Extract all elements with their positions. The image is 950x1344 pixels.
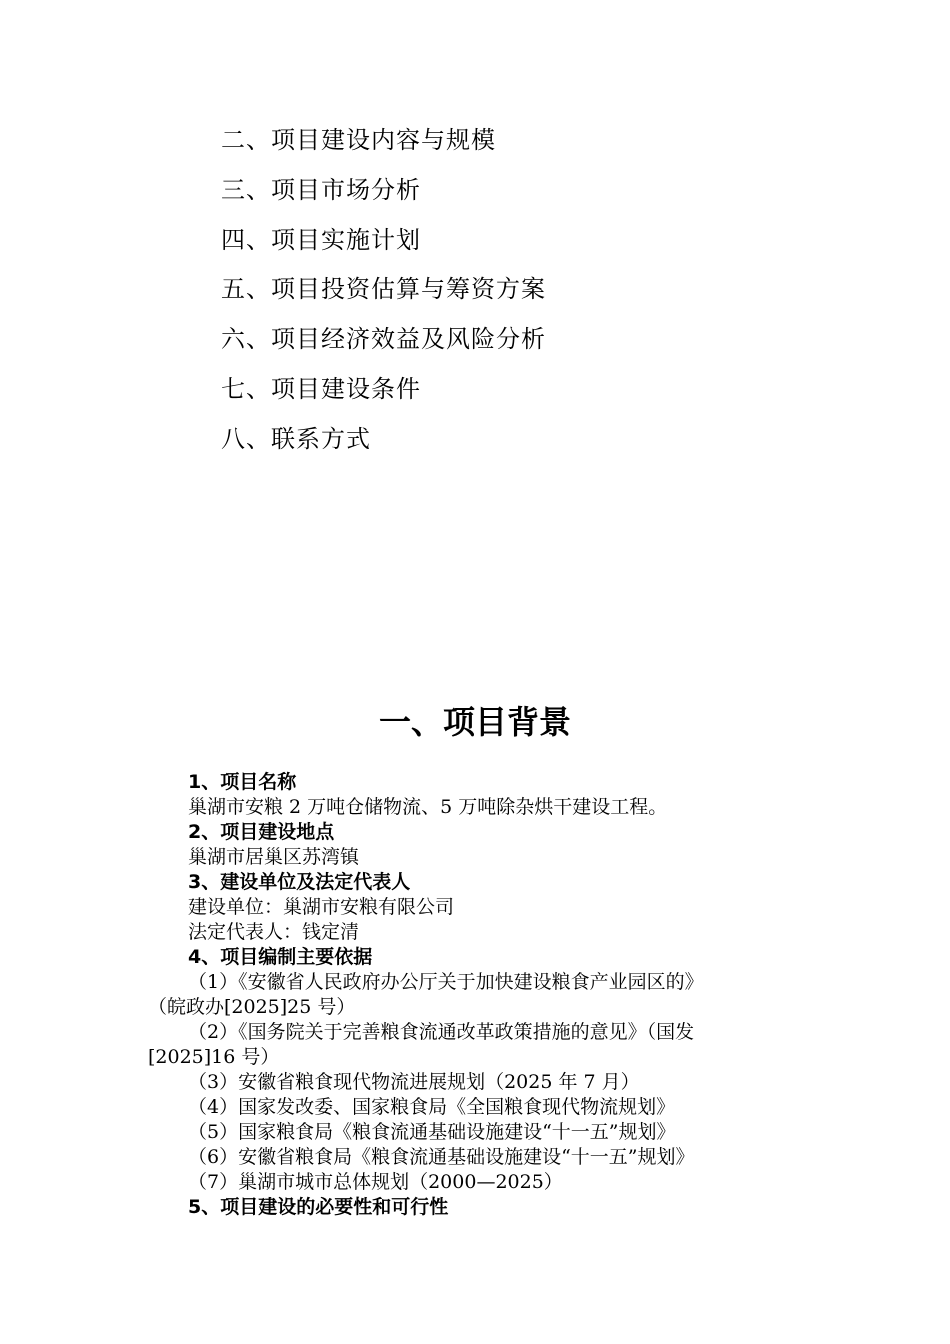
basis-item: （3）安徽省粮食现代物流进展规划（2025 年 7 月） xyxy=(188,1071,640,1093)
basis-item: （4）国家发改委、国家粮食局《全国粮食现代物流规划》 xyxy=(188,1096,676,1118)
basis-item: （2）《国务院关于完善粮食流通改革政策措施的意见》（国发 xyxy=(188,1021,695,1043)
table-of-contents xyxy=(221,128,546,477)
builder-unit-text: 建设单位：巢湖市安粮有限公司 xyxy=(188,896,455,918)
toc-item: 三、项目市场分析 xyxy=(221,175,421,204)
heading-basis: 4、项目编制主要依据 xyxy=(188,946,373,968)
heading-project-name: 1、项目名称 xyxy=(188,771,297,793)
basis-item: [2025]16 号） xyxy=(148,1046,280,1068)
toc-item: 八、联系方式 xyxy=(221,424,371,453)
toc-item: 七、项目建设条件 xyxy=(221,374,421,403)
basis-item: （皖政办[2025]25 号） xyxy=(148,996,356,1018)
heading-project-location: 2、项目建设地点 xyxy=(188,821,335,843)
toc-item: 六、项目经济效益及风险分析 xyxy=(221,325,546,354)
basis-item: （7）巢湖市城市总体规划（2000—2025） xyxy=(188,1171,563,1193)
basis-item: （5）国家粮食局《粮食流通基础设施建设“十一五”规划》 xyxy=(188,1121,676,1143)
toc-item: 四、项目实施计划 xyxy=(221,225,421,254)
section-title: 一、项目背景 xyxy=(378,703,571,741)
heading-builder: 3、建设单位及法定代表人 xyxy=(188,871,411,893)
project-name-text: 巢湖市安粮 2 万吨仓储物流、5 万吨除杂烘干建设工程。 xyxy=(188,796,668,818)
heading-necessity: 5、项目建设的必要性和可行性 xyxy=(188,1196,449,1218)
toc-item: 二、项目建设内容与规模 xyxy=(221,126,496,154)
project-location-text: 巢湖市居巢区苏湾镇 xyxy=(188,846,360,868)
legal-representative-text: 法定代表人：钱定清 xyxy=(188,921,360,943)
basis-item: （6）安徽省粮食局《粮食流通基础设施建设“十一五”规划》 xyxy=(188,1146,695,1168)
basis-item: （1）《安徽省人民政府办公厅关于加快建设粮食产业园区的》 xyxy=(188,971,704,993)
toc-item: 五、项目投资估算与筹资方案 xyxy=(221,275,546,304)
